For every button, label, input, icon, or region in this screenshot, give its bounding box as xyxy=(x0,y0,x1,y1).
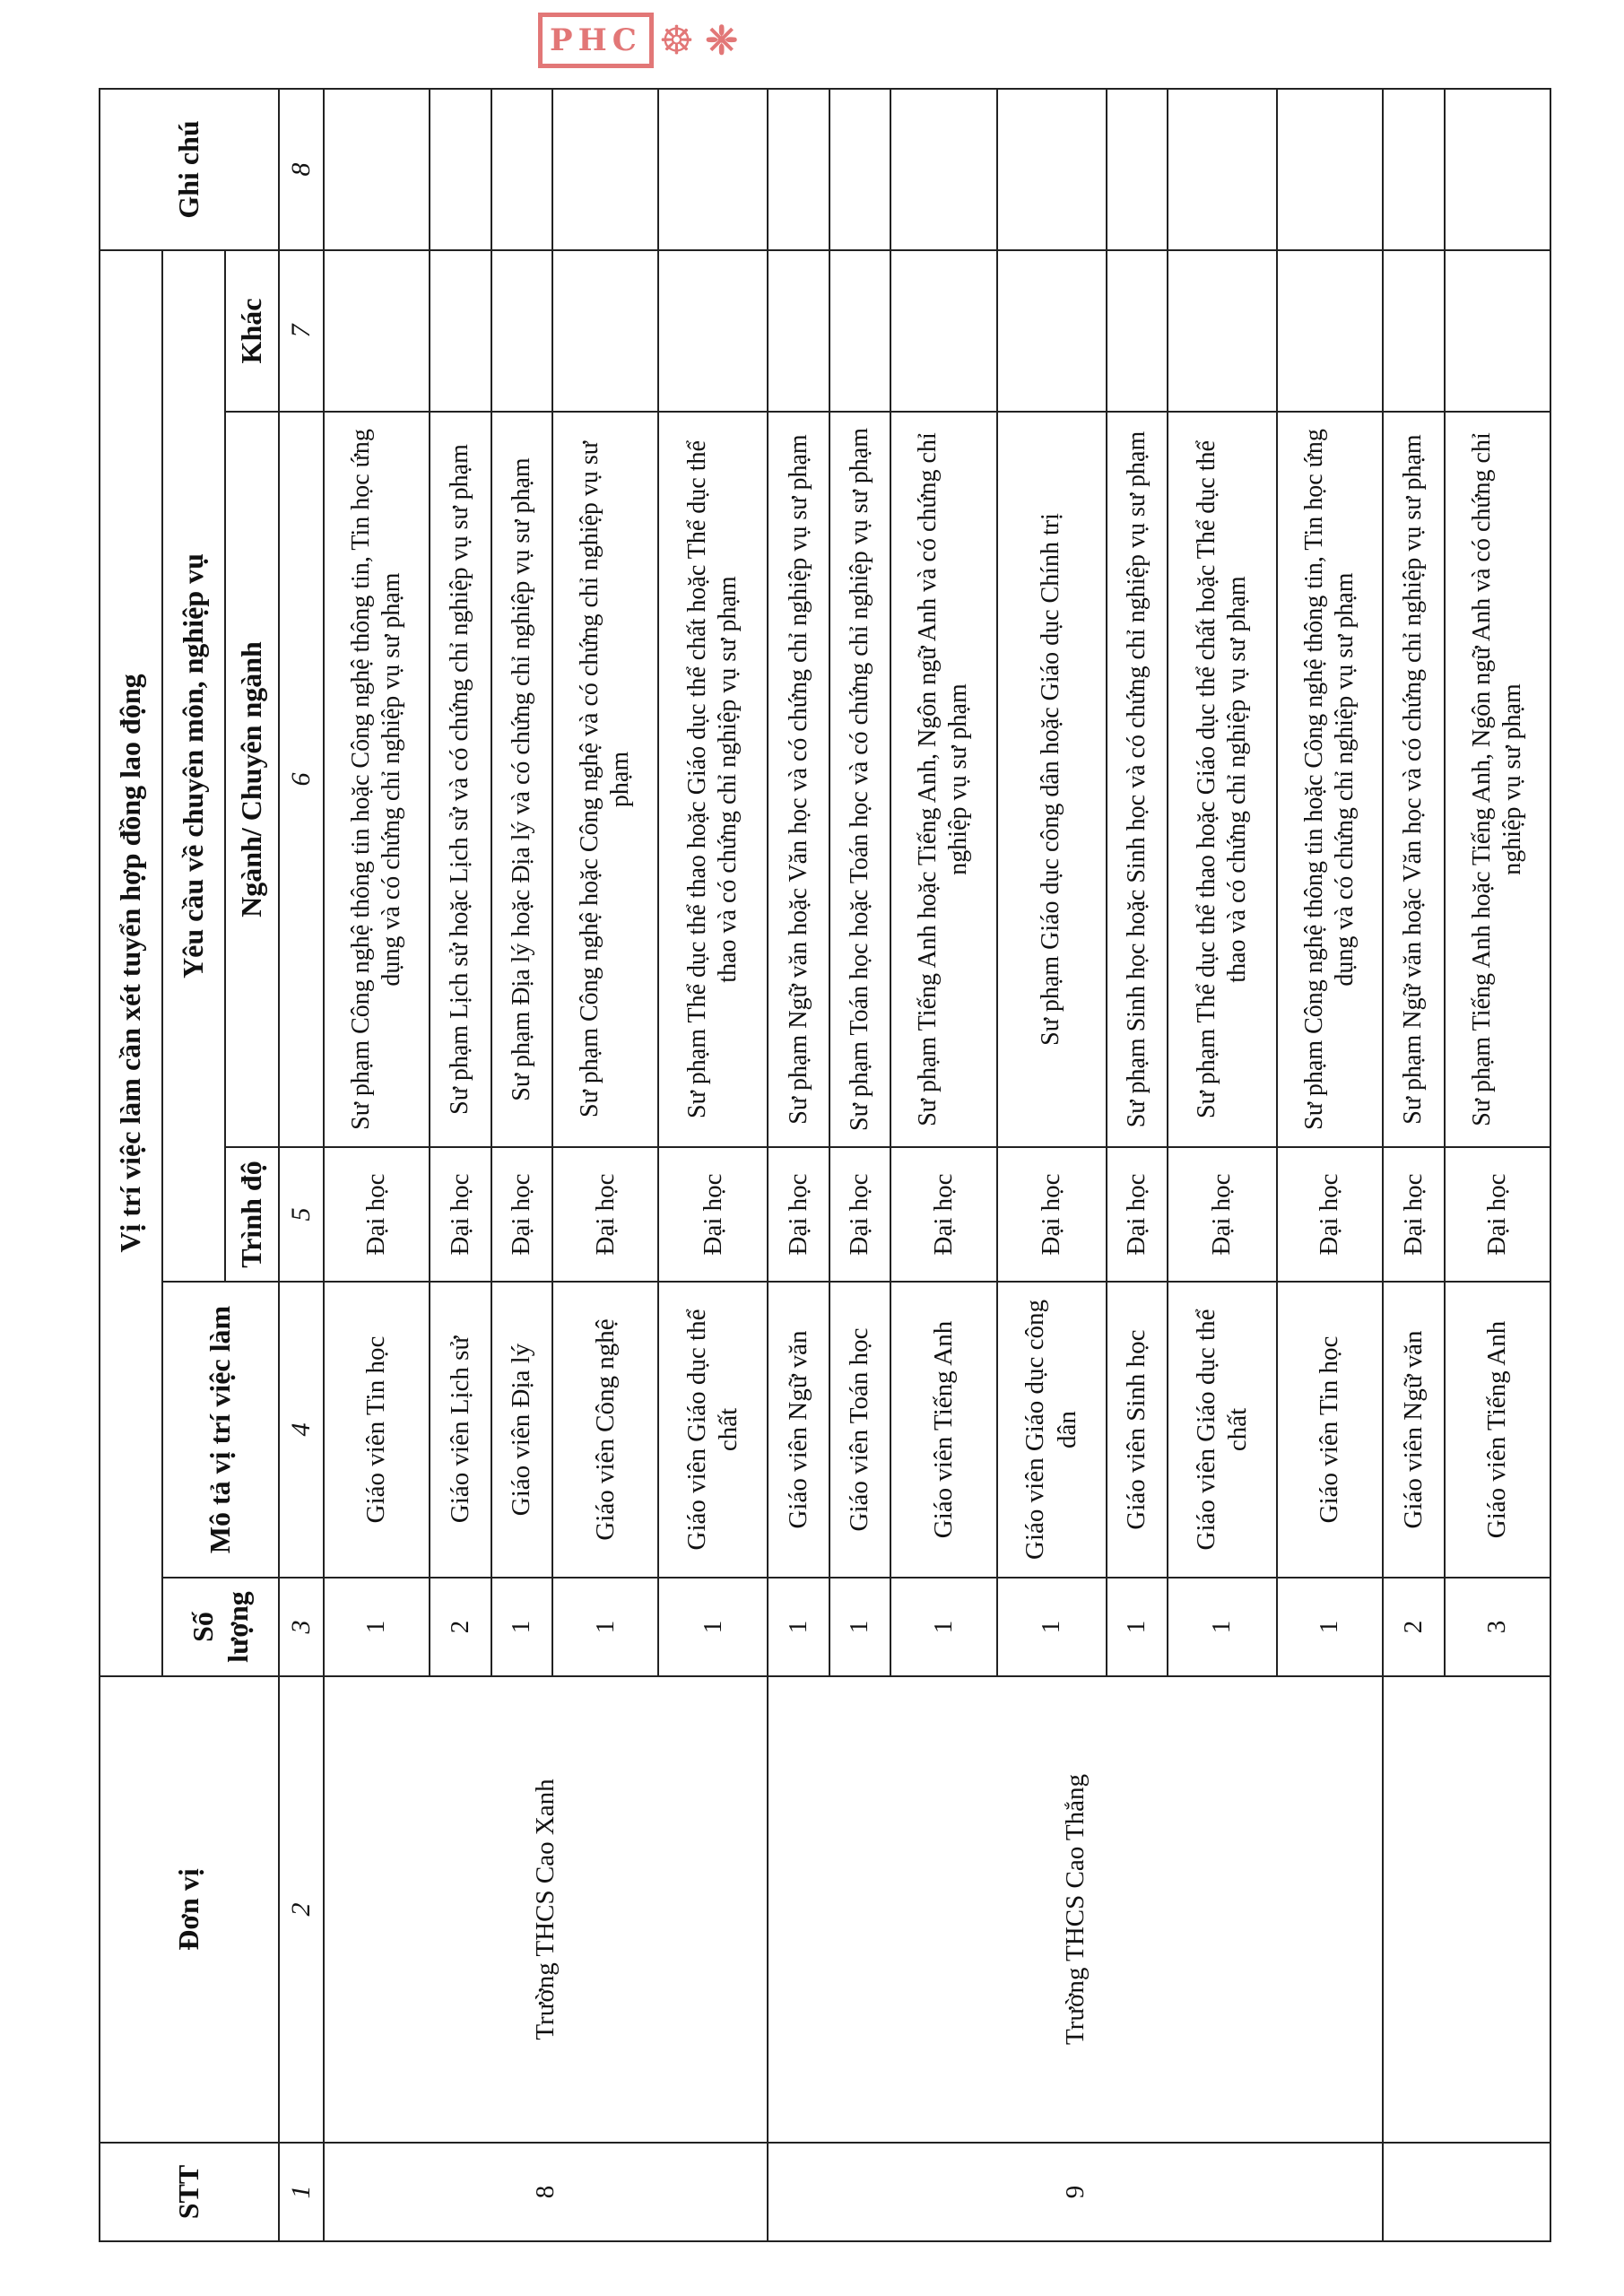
quantity-cell: 1 xyxy=(829,1578,891,1676)
major-cell: Sư phạm Lịch sử hoặc Lịch sử và có chứng chỉ nghiệp vụ sư phạm xyxy=(430,412,491,1147)
major-cell: Sư phạm Ngữ văn hoặc Văn học và có chứng chỉ nghiệp vụ sư phạm xyxy=(768,412,829,1147)
note-cell xyxy=(552,89,658,250)
position-cell: Giáo viên Ngữ văn xyxy=(1383,1282,1445,1578)
stamp-seal-icon: ☸ xyxy=(658,17,700,64)
position-cell: Giáo viên Tiếng Anh xyxy=(1445,1282,1550,1578)
level-cell: Đại học xyxy=(1277,1147,1383,1282)
note-cell xyxy=(768,89,829,250)
note-cell xyxy=(997,89,1107,250)
header-yeu-cau-group: Yêu cầu về chuyên môn, nghiệp vụ xyxy=(162,250,225,1282)
quantity-cell: 1 xyxy=(1277,1578,1383,1676)
major-cell: Sư phạm Sinh học hoặc Sinh học và có chứng chỉ nghiệp vụ sư phạm xyxy=(1107,412,1168,1147)
position-cell: Giáo viên Tin học xyxy=(1277,1282,1383,1578)
major-cell: Sư phạm Tiếng Anh hoặc Tiếng Anh, Ngôn ngữ Anh và có chứng chỉ nghiệp vụ sư phạm xyxy=(1445,412,1550,1147)
other-cell xyxy=(829,250,891,412)
col-number: 3 xyxy=(279,1578,324,1676)
column-number-row xyxy=(279,89,324,2241)
note-cell xyxy=(890,89,996,250)
major-cell: Sư phạm Công nghệ hoặc Công nghệ và có chứng chỉ nghiệp vụ sư phạm xyxy=(552,412,658,1147)
major-cell: Sư phạm Địa lý hoặc Địa lý và có chứng chỉ nghiệp vụ sư phạm xyxy=(491,412,553,1147)
position-cell: Giáo viên Sinh học xyxy=(1107,1282,1168,1578)
header-so-luong: Số lượng xyxy=(162,1578,279,1676)
level-cell: Đại học xyxy=(552,1147,658,1282)
major-cell: Sư phạm Thể dục thể thao hoặc Giáo dục thể chất hoặc Thể dục thể thao và có chứng chỉ nghiệp vụ sư phạm xyxy=(658,412,768,1147)
level-cell: Đại học xyxy=(997,1147,1107,1282)
level-cell: Đại học xyxy=(890,1147,996,1282)
quantity-cell: 1 xyxy=(890,1578,996,1676)
quantity-cell: 1 xyxy=(997,1578,1107,1676)
position-cell: Giáo viên Công nghệ xyxy=(552,1282,658,1578)
unit-name: Trường THCS Cao Xanh xyxy=(324,1676,768,2143)
position-cell: Giáo viên Tiếng Anh xyxy=(890,1282,996,1578)
table-row xyxy=(324,89,430,2241)
recruitment-table xyxy=(99,88,1551,2242)
quantity-cell: 1 xyxy=(491,1578,553,1676)
quantity-cell: 1 xyxy=(1107,1578,1168,1676)
header-trinh-do: Trình độ xyxy=(225,1147,279,1282)
quantity-cell: 1 xyxy=(1168,1578,1277,1676)
quantity-cell: 1 xyxy=(658,1578,768,1676)
other-cell xyxy=(552,250,658,412)
note-cell xyxy=(430,89,491,250)
major-cell: Sư phạm Ngữ văn hoặc Văn học và có chứng chỉ nghiệp vụ sư phạm xyxy=(1383,412,1445,1147)
red-stamp xyxy=(538,9,843,72)
col-number: 2 xyxy=(279,1676,324,2143)
position-cell: Giáo viên Giáo dục thể chất xyxy=(658,1282,768,1578)
quantity-cell: 2 xyxy=(1383,1578,1445,1676)
table-row xyxy=(768,89,829,2241)
note-cell xyxy=(1383,89,1445,250)
unit-name xyxy=(1383,1676,1550,2143)
header-stt: STT xyxy=(100,2143,279,2241)
other-cell xyxy=(1168,250,1277,412)
quantity-cell: 1 xyxy=(324,1578,430,1676)
level-cell: Đại học xyxy=(829,1147,891,1282)
level-cell: Đại học xyxy=(1107,1147,1168,1282)
note-cell xyxy=(491,89,553,250)
stamp-text: PHC xyxy=(538,13,654,68)
major-cell: Sư phạm Toán học hoặc Toán học và có chứng chỉ nghiệp vụ sư phạm xyxy=(829,412,891,1147)
header-mo-ta: Mô tả vị trí việc làm xyxy=(162,1282,279,1578)
header-ghi-chu: Ghi chú xyxy=(100,89,279,250)
major-cell: Sư phạm Tiếng Anh hoặc Tiếng Anh, Ngôn ngữ Anh và có chứng chỉ nghiệp vụ sư phạm xyxy=(890,412,996,1147)
position-cell: Giáo viên Tin học xyxy=(324,1282,430,1578)
other-cell xyxy=(1107,250,1168,412)
other-cell xyxy=(324,250,430,412)
note-cell xyxy=(658,89,768,250)
note-cell xyxy=(1107,89,1168,250)
col-number: 8 xyxy=(279,89,324,250)
other-cell xyxy=(890,250,996,412)
other-cell xyxy=(997,250,1107,412)
position-cell: Giáo viên Địa lý xyxy=(491,1282,553,1578)
quantity-cell: 2 xyxy=(430,1578,491,1676)
col-number: 6 xyxy=(279,412,324,1147)
other-cell xyxy=(658,250,768,412)
other-cell xyxy=(1277,250,1383,412)
other-cell xyxy=(430,250,491,412)
quantity-cell: 1 xyxy=(552,1578,658,1676)
header-khac: Khác xyxy=(225,250,279,412)
major-cell: Sư phạm Thể dục thể thao hoặc Giáo dục thể chất hoặc Thể dục thể thao và có chứng chỉ nghiệp vụ sư phạm xyxy=(1168,412,1277,1147)
position-cell: Giáo viên Ngữ văn xyxy=(768,1282,829,1578)
level-cell: Đại học xyxy=(430,1147,491,1282)
table-row xyxy=(1383,89,1445,2241)
level-cell: Đại học xyxy=(491,1147,553,1282)
note-cell xyxy=(829,89,891,250)
other-cell xyxy=(491,250,553,412)
major-cell: Sư phạm Giáo dục công dân hoặc Giáo dục Chính trị xyxy=(997,412,1107,1147)
other-cell xyxy=(1445,250,1550,412)
quantity-cell: 3 xyxy=(1445,1578,1550,1676)
position-cell: Giáo viên Giáo dục công dân xyxy=(997,1282,1107,1578)
position-cell: Giáo viên Giáo dục thể chất xyxy=(1168,1282,1277,1578)
table-body xyxy=(324,89,1550,2241)
other-cell xyxy=(768,250,829,412)
col-number: 4 xyxy=(279,1282,324,1578)
level-cell: Đại học xyxy=(324,1147,430,1282)
stamp-mark-icon: ❈ xyxy=(705,17,744,64)
note-cell xyxy=(1277,89,1383,250)
header-don-vi: Đơn vị xyxy=(100,1676,279,2143)
level-cell: Đại học xyxy=(658,1147,768,1282)
major-cell: Sư phạm Công nghệ thông tin hoặc Công nghệ thông tin, Tin học ứng dụng và có chứng chỉ nghiệp vụ sư phạm xyxy=(324,412,430,1147)
level-cell: Đại học xyxy=(1168,1147,1277,1282)
unit-stt xyxy=(1383,2143,1550,2241)
col-number: 5 xyxy=(279,1147,324,1282)
rotated-page xyxy=(99,90,1551,2242)
unit-name: Trường THCS Cao Thắng xyxy=(768,1676,1383,2143)
level-cell: Đại học xyxy=(1383,1147,1445,1282)
position-cell: Giáo viên Toán học xyxy=(829,1282,891,1578)
col-number: 7 xyxy=(279,250,324,412)
level-cell: Đại học xyxy=(1445,1147,1550,1282)
header-nganh: Ngành/ Chuyên ngành xyxy=(225,412,279,1147)
note-cell xyxy=(1445,89,1550,250)
other-cell xyxy=(1383,250,1445,412)
quantity-cell: 1 xyxy=(768,1578,829,1676)
position-cell: Giáo viên Lịch sử xyxy=(430,1282,491,1578)
unit-stt: 8 xyxy=(324,2143,768,2241)
major-cell: Sư phạm Công nghệ thông tin hoặc Công nghệ thông tin, Tin học ứng dụng và có chứng chỉ nghiệp vụ sư phạm xyxy=(1277,412,1383,1147)
unit-stt: 9 xyxy=(768,2143,1383,2241)
col-number: 1 xyxy=(279,2143,324,2241)
header-vi-tri-group: Vị trí việc làm cần xét tuyển hợp đồng lao động xyxy=(100,250,162,1676)
note-cell xyxy=(1168,89,1277,250)
note-cell xyxy=(324,89,430,250)
level-cell: Đại học xyxy=(768,1147,829,1282)
